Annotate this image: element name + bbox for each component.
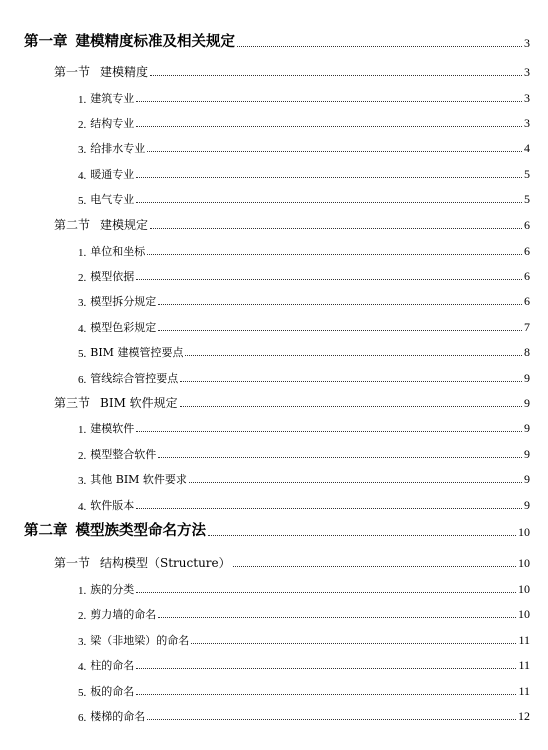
item-number: 4. [78,501,87,513]
dot-leader [233,565,516,567]
chapter-number: 第二章 [24,523,68,539]
item-number: 5. [78,687,87,699]
toc-item-entry[interactable] [78,604,530,622]
dot-leader [147,718,516,720]
toc-item-entry[interactable] [78,444,530,462]
item-title: 柱的命名 [90,659,135,672]
page-number: 5 [524,192,530,206]
toc-item-entry[interactable] [78,469,530,487]
toc-item-entry[interactable] [78,495,530,513]
page-number: 7 [524,320,530,334]
dot-leader [150,227,522,229]
toc-item-entry[interactable] [78,706,530,724]
dot-leader [136,201,522,203]
page-number: 10 [518,525,530,539]
toc-section-entry[interactable] [54,215,530,233]
page-number: 6 [524,269,530,283]
toc-item-entry[interactable] [78,655,530,673]
toc-item-entry[interactable] [78,88,530,106]
dot-leader [189,481,522,483]
page-number: 6 [524,244,530,258]
item-number: 5. [78,195,87,207]
dot-leader [208,534,516,536]
item-title: 其他 BIM 软件要求 [90,473,187,486]
item-number: 4. [78,661,87,673]
dot-leader [158,616,516,618]
toc-item-entry[interactable] [78,113,530,131]
section-title: 建模规定 [100,218,149,232]
page-number: 9 [524,371,530,385]
dot-leader [147,253,522,255]
section-number: 第三节 [54,396,91,410]
page-number: 6 [524,218,530,232]
page-number: 10 [518,582,530,596]
item-number: 6. [78,374,87,386]
item-title: 模型色彩规定 [90,321,157,334]
toc-item-entry[interactable] [78,368,530,386]
dot-leader [150,74,522,76]
toc-section-entry[interactable] [54,62,530,80]
dot-leader [136,430,522,432]
item-number: 1. [78,424,87,436]
item-title: 暖通专业 [90,168,135,181]
item-title: 结构专业 [90,117,135,130]
item-number: 2. [78,610,87,622]
dot-leader [158,303,522,305]
toc-item-entry[interactable] [78,418,530,436]
page-number: 11 [518,684,530,698]
page-number: 11 [518,658,530,672]
chapter-number: 第一章 [24,34,68,50]
dot-leader [191,642,516,644]
item-number: 2. [78,450,87,462]
toc-item-entry[interactable] [78,164,530,182]
dot-leader [136,667,516,669]
toc-section-entry[interactable] [54,553,530,571]
dot-leader [136,591,516,593]
item-number: 2. [78,272,87,284]
toc-item-entry[interactable] [78,342,530,360]
toc-section-entry[interactable] [54,393,530,411]
dot-leader [237,45,522,47]
item-title: 剪力墙的命名 [90,608,157,621]
toc-item-entry[interactable] [78,138,530,156]
page-number: 3 [524,91,530,105]
item-number: 3. [78,475,87,487]
item-number: 2. [78,119,87,131]
toc-item-entry[interactable] [78,266,530,284]
toc-item-entry[interactable] [78,681,530,699]
toc-item-entry[interactable] [78,241,530,259]
item-title: 模型整合软件 [90,448,157,461]
item-number: 3. [78,636,87,648]
page-number: 9 [524,472,530,486]
dot-leader [185,354,522,356]
page-number: 3 [524,36,530,50]
item-title: 软件版本 [90,499,135,512]
dot-leader [147,150,522,152]
item-number: 6. [78,712,87,724]
dot-leader [136,125,522,127]
dot-leader [136,693,516,695]
chapter-title: 模型族类型命名方法 [75,523,206,539]
section-number: 第一节 [54,65,91,79]
toc-item-entry[interactable] [78,579,530,597]
item-title: 管线综合管控要点 [90,372,179,385]
item-title: 梁（非地梁）的命名 [90,634,190,647]
item-title: 单位和坐标 [90,245,146,258]
page-number: 9 [524,421,530,435]
page-number: 8 [524,345,530,359]
item-number: 3. [78,144,87,156]
dot-leader [158,456,522,458]
page-number: 10 [518,607,530,621]
item-title: 楼梯的命名 [90,710,146,723]
page-number: 10 [518,556,530,570]
dot-leader [136,278,522,280]
item-title: 板的命名 [90,685,135,698]
item-number: 1. [78,585,87,597]
item-title: 给排水专业 [90,142,146,155]
section-title: BIM 软件规定 [100,396,178,410]
page-number: 4 [524,141,530,155]
dot-leader [136,176,522,178]
item-number: 3. [78,297,87,309]
item-title: 模型依据 [90,270,135,283]
page-number: 11 [518,633,530,647]
page-number: 5 [524,167,530,181]
section-title: 结构模型（Structure） [100,556,231,570]
dot-leader [180,380,522,382]
page-number: 12 [518,709,530,723]
toc-chapter-entry[interactable] [24,522,530,540]
dot-leader [136,507,522,509]
chapter-title: 建模精度标准及相关规定 [75,34,235,50]
item-title: 模型拆分规定 [90,295,157,308]
toc-item-entry[interactable] [78,317,530,335]
item-title: 电气专业 [90,193,135,206]
dot-leader [180,405,522,407]
section-number: 第二节 [54,218,91,232]
item-number: 4. [78,170,87,182]
item-title: 建筑专业 [90,92,135,105]
page-number: 3 [524,65,530,79]
toc-item-entry[interactable] [78,189,530,207]
section-title: 建模精度 [100,65,149,79]
item-number: 5. [78,348,87,360]
item-number: 1. [78,94,87,106]
item-number: 4. [78,323,87,335]
item-title: 族的分类 [90,583,135,596]
page-number: 3 [524,116,530,130]
section-number: 第一节 [54,556,91,570]
page-number: 9 [524,447,530,461]
item-title: 建模软件 [90,422,135,435]
toc-item-entry[interactable] [78,291,530,309]
page-number: 9 [524,498,530,512]
toc-item-entry[interactable] [78,630,530,648]
item-number: 1. [78,247,87,259]
toc-chapter-entry[interactable] [24,33,530,51]
page-number: 6 [524,294,530,308]
dot-leader [136,100,522,102]
page-number: 9 [524,396,530,410]
dot-leader [158,329,522,331]
item-title: BIM 建模管控要点 [90,346,184,359]
